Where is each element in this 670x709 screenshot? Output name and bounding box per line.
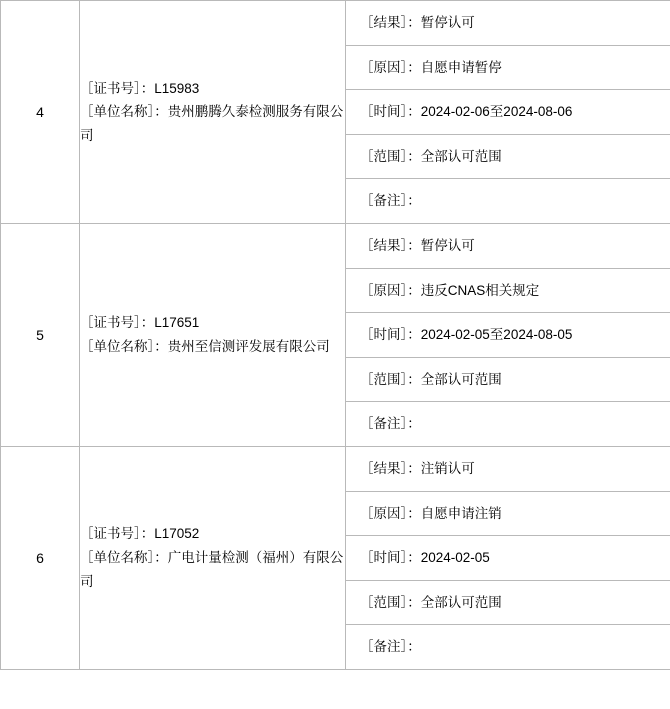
reason-row: [346, 491, 670, 536]
certificate-number-label: ［证书号］：: [80, 526, 155, 542]
organization-info-cell: [80, 223, 346, 446]
organization-name-line: [80, 546, 345, 593]
row-index: 5: [1, 223, 80, 446]
status-detail-table: [346, 224, 670, 446]
status-detail-cell: [346, 446, 670, 669]
time-label: ［时间］：: [360, 327, 421, 343]
organization-name-value: 贵州至信测评发展有限公司: [167, 338, 330, 354]
time-row: [346, 313, 670, 358]
table-row: [1, 223, 670, 446]
result-value: 暂停认可: [420, 237, 475, 253]
row-index: 6: [1, 446, 80, 669]
scope-row: [346, 580, 670, 625]
organization-name-label: ［单位名称］：: [80, 550, 168, 566]
organization-info-cell: [80, 1, 346, 224]
detail-row-result: [346, 447, 670, 491]
result-value: 暂停认可: [420, 15, 475, 30]
result-label: ［结果］：: [360, 15, 421, 30]
certificate-number-value: L17651: [154, 315, 200, 331]
scope-row: [346, 357, 670, 402]
time-row: [346, 536, 670, 581]
time-value: 2024-02-05: [420, 550, 490, 566]
detail-row-scope: [346, 357, 670, 402]
reason-row: [346, 45, 670, 90]
detail-row-reason: [346, 491, 670, 536]
detail-row-reason: [346, 45, 670, 90]
certificate-number-line: [80, 522, 345, 546]
table-row: [1, 446, 670, 669]
remark-row: [346, 625, 670, 669]
scope-label: ［范围］：: [360, 371, 421, 387]
organization-name-value: 贵州鹏腾久泰检测服务有限公司: [80, 104, 344, 143]
certificate-number-label: ［证书号］：: [80, 80, 155, 96]
remark-row: [346, 179, 670, 223]
time-label: ［时间］：: [360, 550, 421, 566]
remark-label: ［备注］：: [360, 416, 421, 432]
detail-row-remark: [346, 402, 670, 446]
time-row: [346, 90, 670, 135]
reason-value: 自愿申请暂停: [420, 59, 502, 75]
organization-info-cell: [80, 446, 346, 669]
detail-row-time: [346, 313, 670, 358]
status-detail-table: [346, 1, 670, 223]
table-row: [1, 1, 670, 224]
detail-row-scope: [346, 580, 670, 625]
reason-label: ［原因］：: [360, 505, 421, 521]
certificate-number-value: L17052: [154, 526, 200, 542]
organization-name-label: ［单位名称］：: [80, 104, 168, 120]
reason-row: [346, 268, 670, 313]
scope-value: 全部认可范围: [420, 148, 502, 164]
row-index: 4: [1, 1, 80, 224]
certificate-number-line: [80, 311, 345, 335]
detail-row-result: [346, 224, 670, 268]
detail-row-scope: [346, 134, 670, 179]
result-row: [346, 224, 670, 268]
detail-row-remark: [346, 179, 670, 223]
scope-row: [346, 134, 670, 179]
remark-label: ［备注］：: [360, 193, 421, 209]
time-value: 2024-02-05至2024-08-05: [420, 327, 573, 343]
result-label: ［结果］：: [360, 460, 421, 476]
organization-name-line: [80, 100, 345, 147]
result-row: [346, 447, 670, 491]
certificate-number-value: L15983: [154, 80, 200, 96]
detail-row-time: [346, 536, 670, 581]
status-detail-cell: [346, 1, 670, 224]
result-value: 注销认可: [420, 460, 475, 476]
organization-name-line: [80, 335, 345, 359]
reason-label: ［原因］：: [360, 59, 421, 75]
detail-row-result: [346, 1, 670, 45]
time-value: 2024-02-06至2024-08-06: [420, 104, 573, 120]
detail-row-reason: [346, 268, 670, 313]
organization-name-label: ［单位名称］：: [80, 338, 168, 354]
status-detail-cell: [346, 223, 670, 446]
result-label: ［结果］：: [360, 237, 421, 253]
certificate-number-line: [80, 77, 345, 101]
organization-name-value: 广电计量检测（福州）有限公司: [80, 550, 344, 589]
reason-label: ［原因］：: [360, 282, 421, 298]
status-detail-table: [346, 447, 670, 669]
remark-row: [346, 402, 670, 446]
reason-value: 自愿申请注销: [420, 505, 502, 521]
scope-value: 全部认可范围: [420, 594, 502, 610]
reason-value: 违反CNAS相关规定: [420, 282, 540, 298]
result-row: [346, 1, 670, 45]
scope-label: ［范围］：: [360, 594, 421, 610]
scope-label: ［范围］：: [360, 148, 421, 164]
detail-row-time: [346, 90, 670, 135]
scope-value: 全部认可范围: [420, 371, 502, 387]
certificate-number-label: ［证书号］：: [80, 315, 155, 331]
detail-row-remark: [346, 625, 670, 669]
remark-label: ［备注］：: [360, 639, 421, 655]
time-label: ［时间］：: [360, 104, 421, 120]
